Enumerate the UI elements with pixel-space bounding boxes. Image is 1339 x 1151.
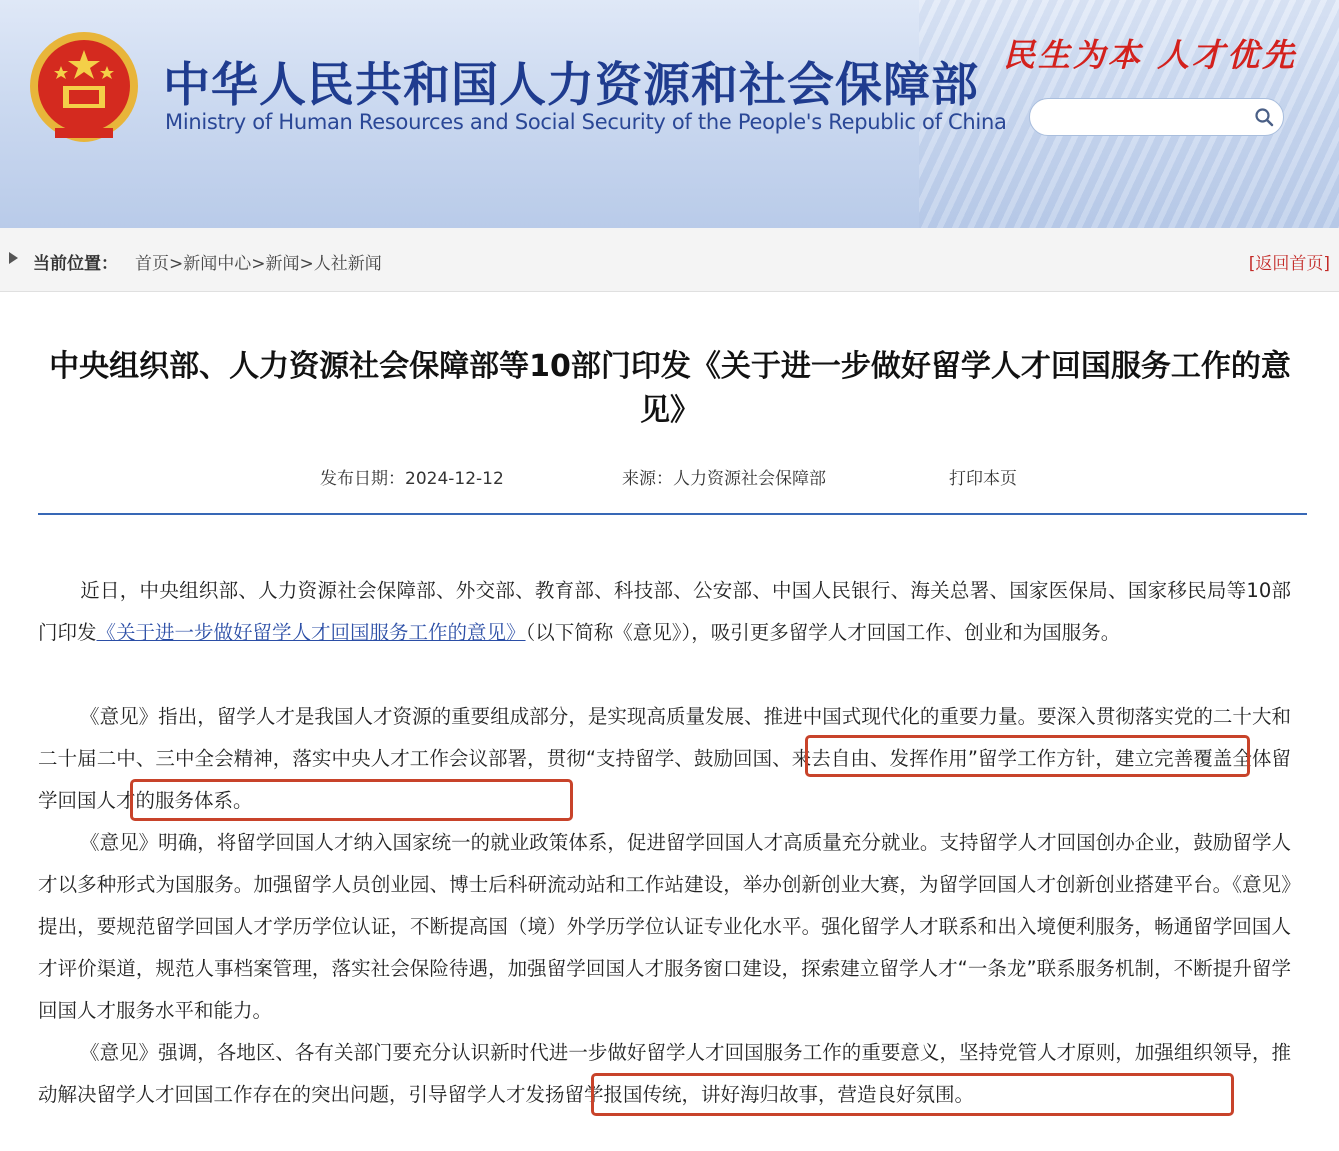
paragraph-1-text-a: 近日，中央组织部、人力资源社会保障部、外交部、教育部、科技部、公安部、中国人民银行、海关总署、国家医保局、国家移民局等10部门印发	[38, 579, 1291, 644]
highlight-box-service-system	[130, 779, 573, 821]
search-icon[interactable]	[1254, 107, 1274, 127]
site-title-english: Ministry of Human Resources and Social Security of the People's Republic of China	[165, 110, 1007, 134]
article-title: 中央组织部、人力资源社会保障部等10部门印发《关于进一步做好留学人才回国服务工作的意见》	[49, 349, 1291, 428]
publish-date: 发布日期：2024-12-12	[320, 469, 504, 489]
paragraph-3-text: 《意见》明确，将留学回国人才纳入国家统一的就业政策体系，促进留学回国人才高质量充分就业。支持留学人才回国创办企业，鼓励留学人才以多种形式为国服务。加强留学人员创业园、博士后科研流动站和工作站建设，举办创新创业大赛，为留学回国人才创新创业搭建平台。《意见》提出，要规范留学回国人才学历学位认证，不断提高国（境）外学历学位认证专业化水平。强化留学人才联系和出入境便利服务，畅通留学回国人才评价渠道，规范人事档案管理，落实社会保险待遇，加强留学回国人才服务窗口建设，探索建立留学人才“一条龙”联系服务机制，不断提升留学回国人才服务水平和能力。	[38, 831, 1291, 1022]
paragraph-1-text-b: （以下简称《意见》），吸引更多留学人才回国工作、创业和为国服务。	[525, 621, 1121, 644]
highlight-box-policy	[805, 735, 1250, 777]
slogan-calligraphy: 民生为本 人才优先	[1003, 36, 1298, 74]
breadcrumb-label: 当前位置：	[33, 254, 118, 274]
paragraph-2-text: 《意见》指出，留学人才是我国人才资源的重要组成部分，是实现高质量发展、推进中国式现代化的重要力量。要深入贯彻落实党的二十大和二十届二中、三中全会精神，落实中央人才工作会议部署，贯彻“支持留学、鼓励回国、来去自由、发挥作用”留学工作方针，建立完善覆盖全体留学回国人才的服务体系。	[38, 705, 1291, 812]
print-page-link[interactable]: 打印本页	[949, 469, 1017, 489]
breadcrumb[interactable]: 首页>新闻中心>新闻>人社新闻	[135, 254, 382, 274]
paragraph-4-text: 《意见》强调，各地区、各有关部门要充分认识新时代进一步做好留学人才回国服务工作的重要意义，坚持党管人才原则，加强组织领导，推动解决留学人才回国工作存在的突出问题，引导留学人才发扬留学报国传统，讲好海归故事，营造良好氛围。	[38, 1041, 1291, 1106]
search-input[interactable]	[1029, 98, 1284, 136]
paragraph-1	[38, 570, 1291, 654]
document-link[interactable]: 《关于进一步做好留学人才回国服务工作的意见》	[96, 621, 526, 644]
national-emblem-icon	[25, 28, 143, 148]
title-divider	[38, 513, 1307, 515]
site-title-chinese: 中华人民共和国人力资源和社会保障部	[163, 58, 979, 113]
site-header	[0, 0, 1339, 228]
highlight-box-guidance	[591, 1073, 1234, 1116]
paragraph-3	[38, 822, 1291, 1032]
back-home-link[interactable]: [返回首页]	[1248, 254, 1330, 274]
triangle-right-icon	[9, 252, 18, 264]
article-source: 来源：人力资源社会保障部	[622, 469, 826, 489]
